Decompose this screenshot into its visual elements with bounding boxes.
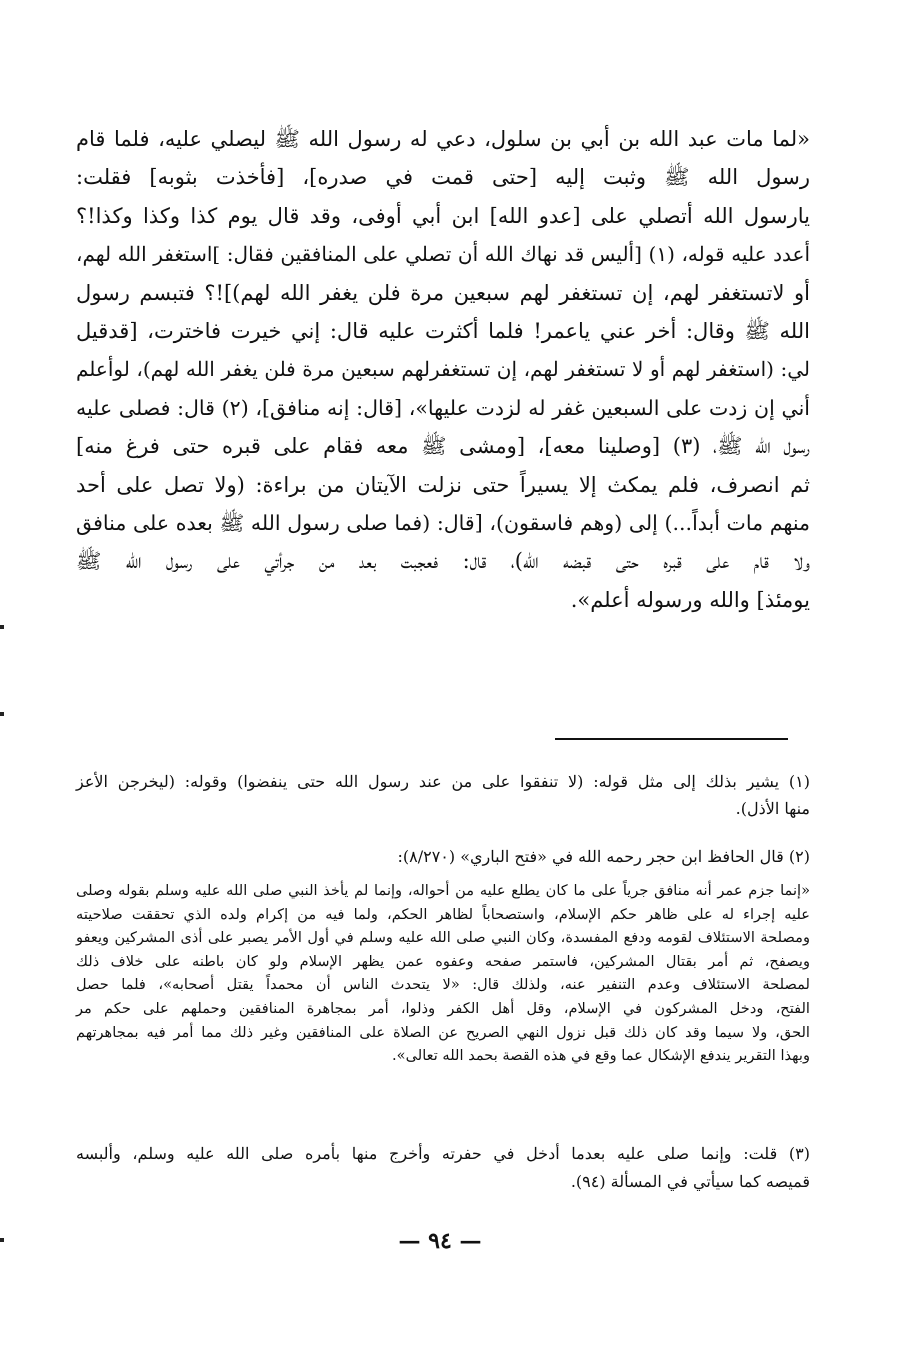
text-line: منهم مات أبداً...) إلى (وهم فاسقون)، [قال: (فما صلى رسول الله ﷺ بعده على منافق <box>76 511 810 536</box>
footnote-1 <box>76 768 810 822</box>
footnote-line: «إنما جزم عمر أنه منافق جرياً على ما كان يطلع عليه من أحواله، وإنما لم يأخذ النبي صلى الله عليه وسلم بقوله وصلى <box>76 882 810 899</box>
footnote-3 <box>76 1140 810 1196</box>
footnote-line: الفتح، ودخل المشركون في الإسلام، وقل أهل الكفر وذلوا، أمر بمجاهرة المنافقين وحملهم على حكم مر <box>76 999 810 1017</box>
hadith-text <box>76 120 810 619</box>
text-line: ولا قام على قبره حتى قبضه الله)، قال: فعجبت بعد من جرأتي على رسول الله ﷺ <box>76 549 810 574</box>
footnote-line: (٢) قال الحافظ ابن حجر رحمه الله في «فتح الباري» (٨/٢٧٠): <box>397 847 810 866</box>
page-number: — ٩٤ — <box>398 1228 482 1254</box>
footnote-2-heading <box>76 843 810 870</box>
text-line: ثم انصرف، فلم يمكث إلا يسيراً حتى نزلت الآيتان من براءة: (ولا تصل على أحد <box>76 472 810 497</box>
footnote-separator <box>555 738 788 740</box>
footnote-line: منها الأذل). <box>735 799 810 818</box>
text-line: لي: (استغفر لهم أو لا تستغفر لهم، إن تستغفرلهم سبعين مرة فلن يغفر الله لهم)، لوأعلم <box>76 357 810 382</box>
scan-margin-mark <box>0 1238 4 1242</box>
footnote-line: ويصفح، ثم أمر بقتال المشركين، فاستمر صفحه وعفوه عمن يظهر الإسلام ولو كان باطنه على خلاف ذلك <box>76 952 810 970</box>
footnote-line: لمصلحة الاستئلاف وعدم التنفير عنه، ولذلك قال: «لا يتحدث الناس أن محمداً يقتل أصحابه»، فلما حصل <box>76 976 810 994</box>
text-line: رسول الله ﷺ، (٣) [وصلينا معه]، [ومشى ﷺ معه فقام على قبره حتى فرغ منه] <box>76 434 810 459</box>
text-line: أعدد عليه قوله، (١) [أليس قد نهاك الله أن تصلي على المنافقين فقال: ]استغفر الله لهم، <box>76 242 811 267</box>
text-line: يارسول الله أتصلي على [عدو الله] ابن أبي أوفى، وقد قال يوم كذا وكذا وكذا!؟ <box>76 203 810 228</box>
footnote-line: قميصه كما سيأتي في المسألة (٩٤). <box>570 1172 810 1191</box>
footnote-line: (١) يشير بذلك إلى مثل قوله: (لا تنفقوا على من عند رسول الله حتى ينفضوا) وقوله: (ليخرجن الأعز <box>76 772 810 791</box>
text-line: يومئذ] والله ورسوله أعلم». <box>570 587 810 612</box>
footnote-line: وبهذا التقرير يندفع الإشكال عما وقع في هذه القصة بحمد الله تعالى». <box>392 1047 810 1065</box>
text-line: الله ﷺ وقال: أخر عني ياعمر! فلما أكثرت عليه قال: إني خيرت فاخترت، [قدقيل <box>76 319 810 344</box>
footnote-2-quote <box>76 879 810 1068</box>
footnote-line: ومصلحة الاستئلاف لقومه ودفع المفسدة، وكان النبي صلى الله عليه وسلم في أول الأمر يصبر على أذى المشركين ويعفو <box>76 929 810 947</box>
scan-margin-mark <box>0 712 4 716</box>
footnote-line: الحق، ولا سيما وقد كان ذلك قبل نزول النهي الصريح عن الصلاة على المنافقين وغير ذلك مما أمر فيه بمجاهرتهم <box>76 1023 810 1041</box>
text-line: «لما مات عبد الله بن أبي بن سلول، دعي له رسول الله ﷺ ليصلي عليه، فلما قام <box>76 127 810 151</box>
text-line: أني إن زدت على السبعين غفر له لزدت عليها»، [قال: إنه منافق]، (٢) قال: فصلى عليه <box>76 395 810 420</box>
scan-margin-mark <box>0 625 4 629</box>
text-line: رسول الله ﷺ وثبت إليه [حتى قمت في صدره]، [فأخذت بثوبه] فقلت: <box>76 165 810 190</box>
text-line: أو لاتستغفر لهم، إن تستغفر لهم سبعين مرة فلن يغفر الله لهم)]!؟ فتبسم رسول <box>76 280 810 305</box>
footnote-line: عليه إجراء له على ظاهر حكم الإسلام، واستصحاباً لظاهر الحكم، ولما فيه من إكرام ولده الذي تحققت صلاحيته <box>76 905 810 923</box>
footnote-line: (٣) قلت: وإنما صلى عليه بعدما أدخل في حفرته وأخرج منها بأمره صلى الله عليه وسلم، وألبسه <box>76 1144 810 1163</box>
